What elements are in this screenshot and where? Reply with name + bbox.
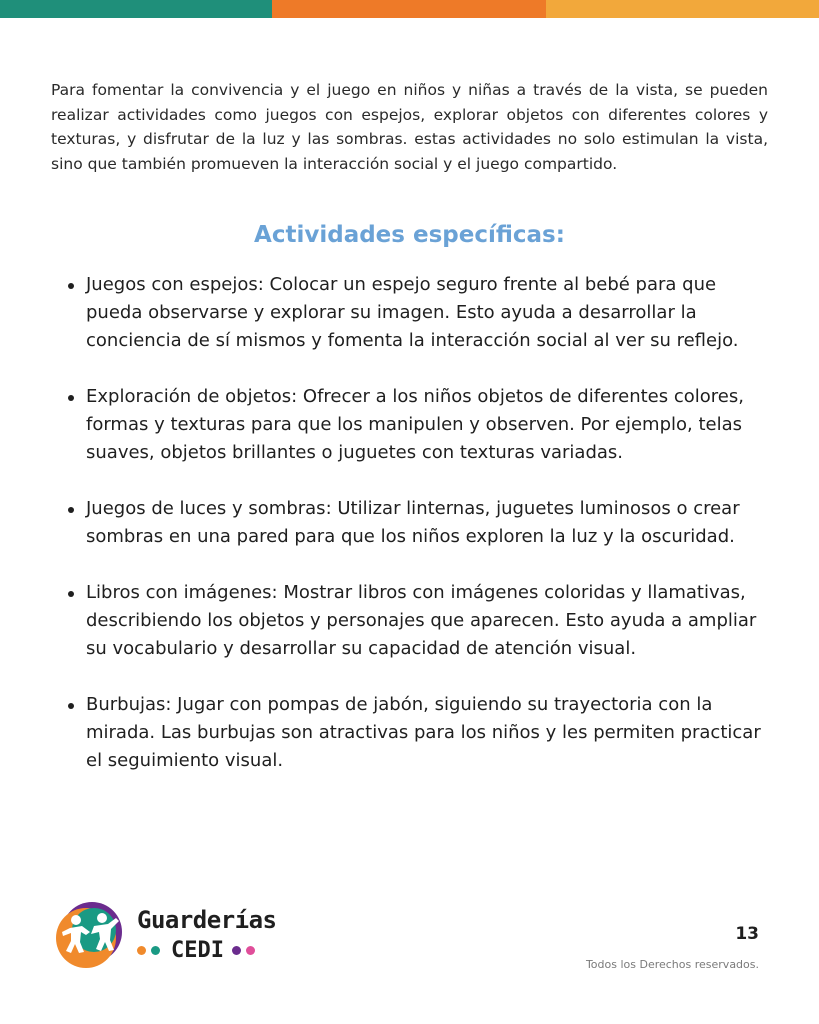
activity-text: Exploración de objetos: Ofrecer a los niños objetos de diferentes colores, formas y texturas para que los manipulen y observen. Por ejemplo, telas suaves, objetos brillantes o juguetes con texturas variadas. (86, 386, 744, 463)
activity-text: Burbujas: Jugar con pompas de jabón, siguiendo su trayectoria con la mirada. Las burbujas son atractivas para los niños y les permiten practicar el seguimiento visual. (86, 694, 761, 771)
activity-item (66, 383, 776, 467)
activity-item (66, 579, 776, 663)
teal-dot-icon (151, 946, 160, 955)
section-heading: Actividades específicas: (254, 222, 565, 248)
activities-list (66, 271, 776, 803)
purple-dot-icon (232, 946, 241, 955)
bullet-icon (68, 395, 74, 401)
activity-item (66, 495, 776, 551)
brand-name: Guarderías (137, 906, 277, 934)
activity-text: Juegos de luces y sombras: Utilizar linternas, juguetes luminosos o crear sombras en una pared para que los niños exploren la luz y la oscuridad. (86, 498, 740, 547)
activity-text: Libros con imágenes: Mostrar libros con imágenes coloridas y llamativas, describiendo los objetos y personajes que aparecen. Esto ayuda a ampliar su vocabulario y desarrollar su capacidad de atención visual. (86, 582, 757, 659)
activity-item (66, 691, 776, 775)
bullet-icon (68, 283, 74, 289)
bullet-icon (68, 507, 74, 513)
top-bar-orange-segment (272, 0, 546, 18)
intro-paragraph: Para fomentar la convivencia y el juego en niños y niñas a través de la vista, se pueden realizar actividades como juegos con espejos, explorar objetos con diferentes colores y texturas, y disfrutar de la luz y las sombras. estas actividades no solo estimulan la vista, sino que también promueven la interacción social y el juego compartido. (51, 81, 768, 173)
activity-item (66, 271, 776, 355)
bullet-icon (68, 591, 74, 597)
rights-notice: Todos los Derechos reservados. (585, 958, 759, 971)
activity-text: Juegos con espejos: Colocar un espejo seguro frente al bebé para que pueda observarse y explorar su imagen. Esto ayuda a desarrollar la conciencia de sí mismos y fomenta la interacción social al ver su reflejo. (86, 274, 739, 351)
pink-dot-icon (246, 946, 255, 955)
bullet-icon (68, 703, 74, 709)
brand-subtitle (137, 937, 260, 963)
orange-dot-icon (137, 946, 146, 955)
top-color-bar (0, 0, 819, 18)
top-bar-yellow-segment (546, 0, 819, 18)
top-bar-teal-segment (0, 0, 272, 18)
page-number: 13 (735, 924, 759, 944)
brand-cedi: CEDI (171, 937, 224, 963)
